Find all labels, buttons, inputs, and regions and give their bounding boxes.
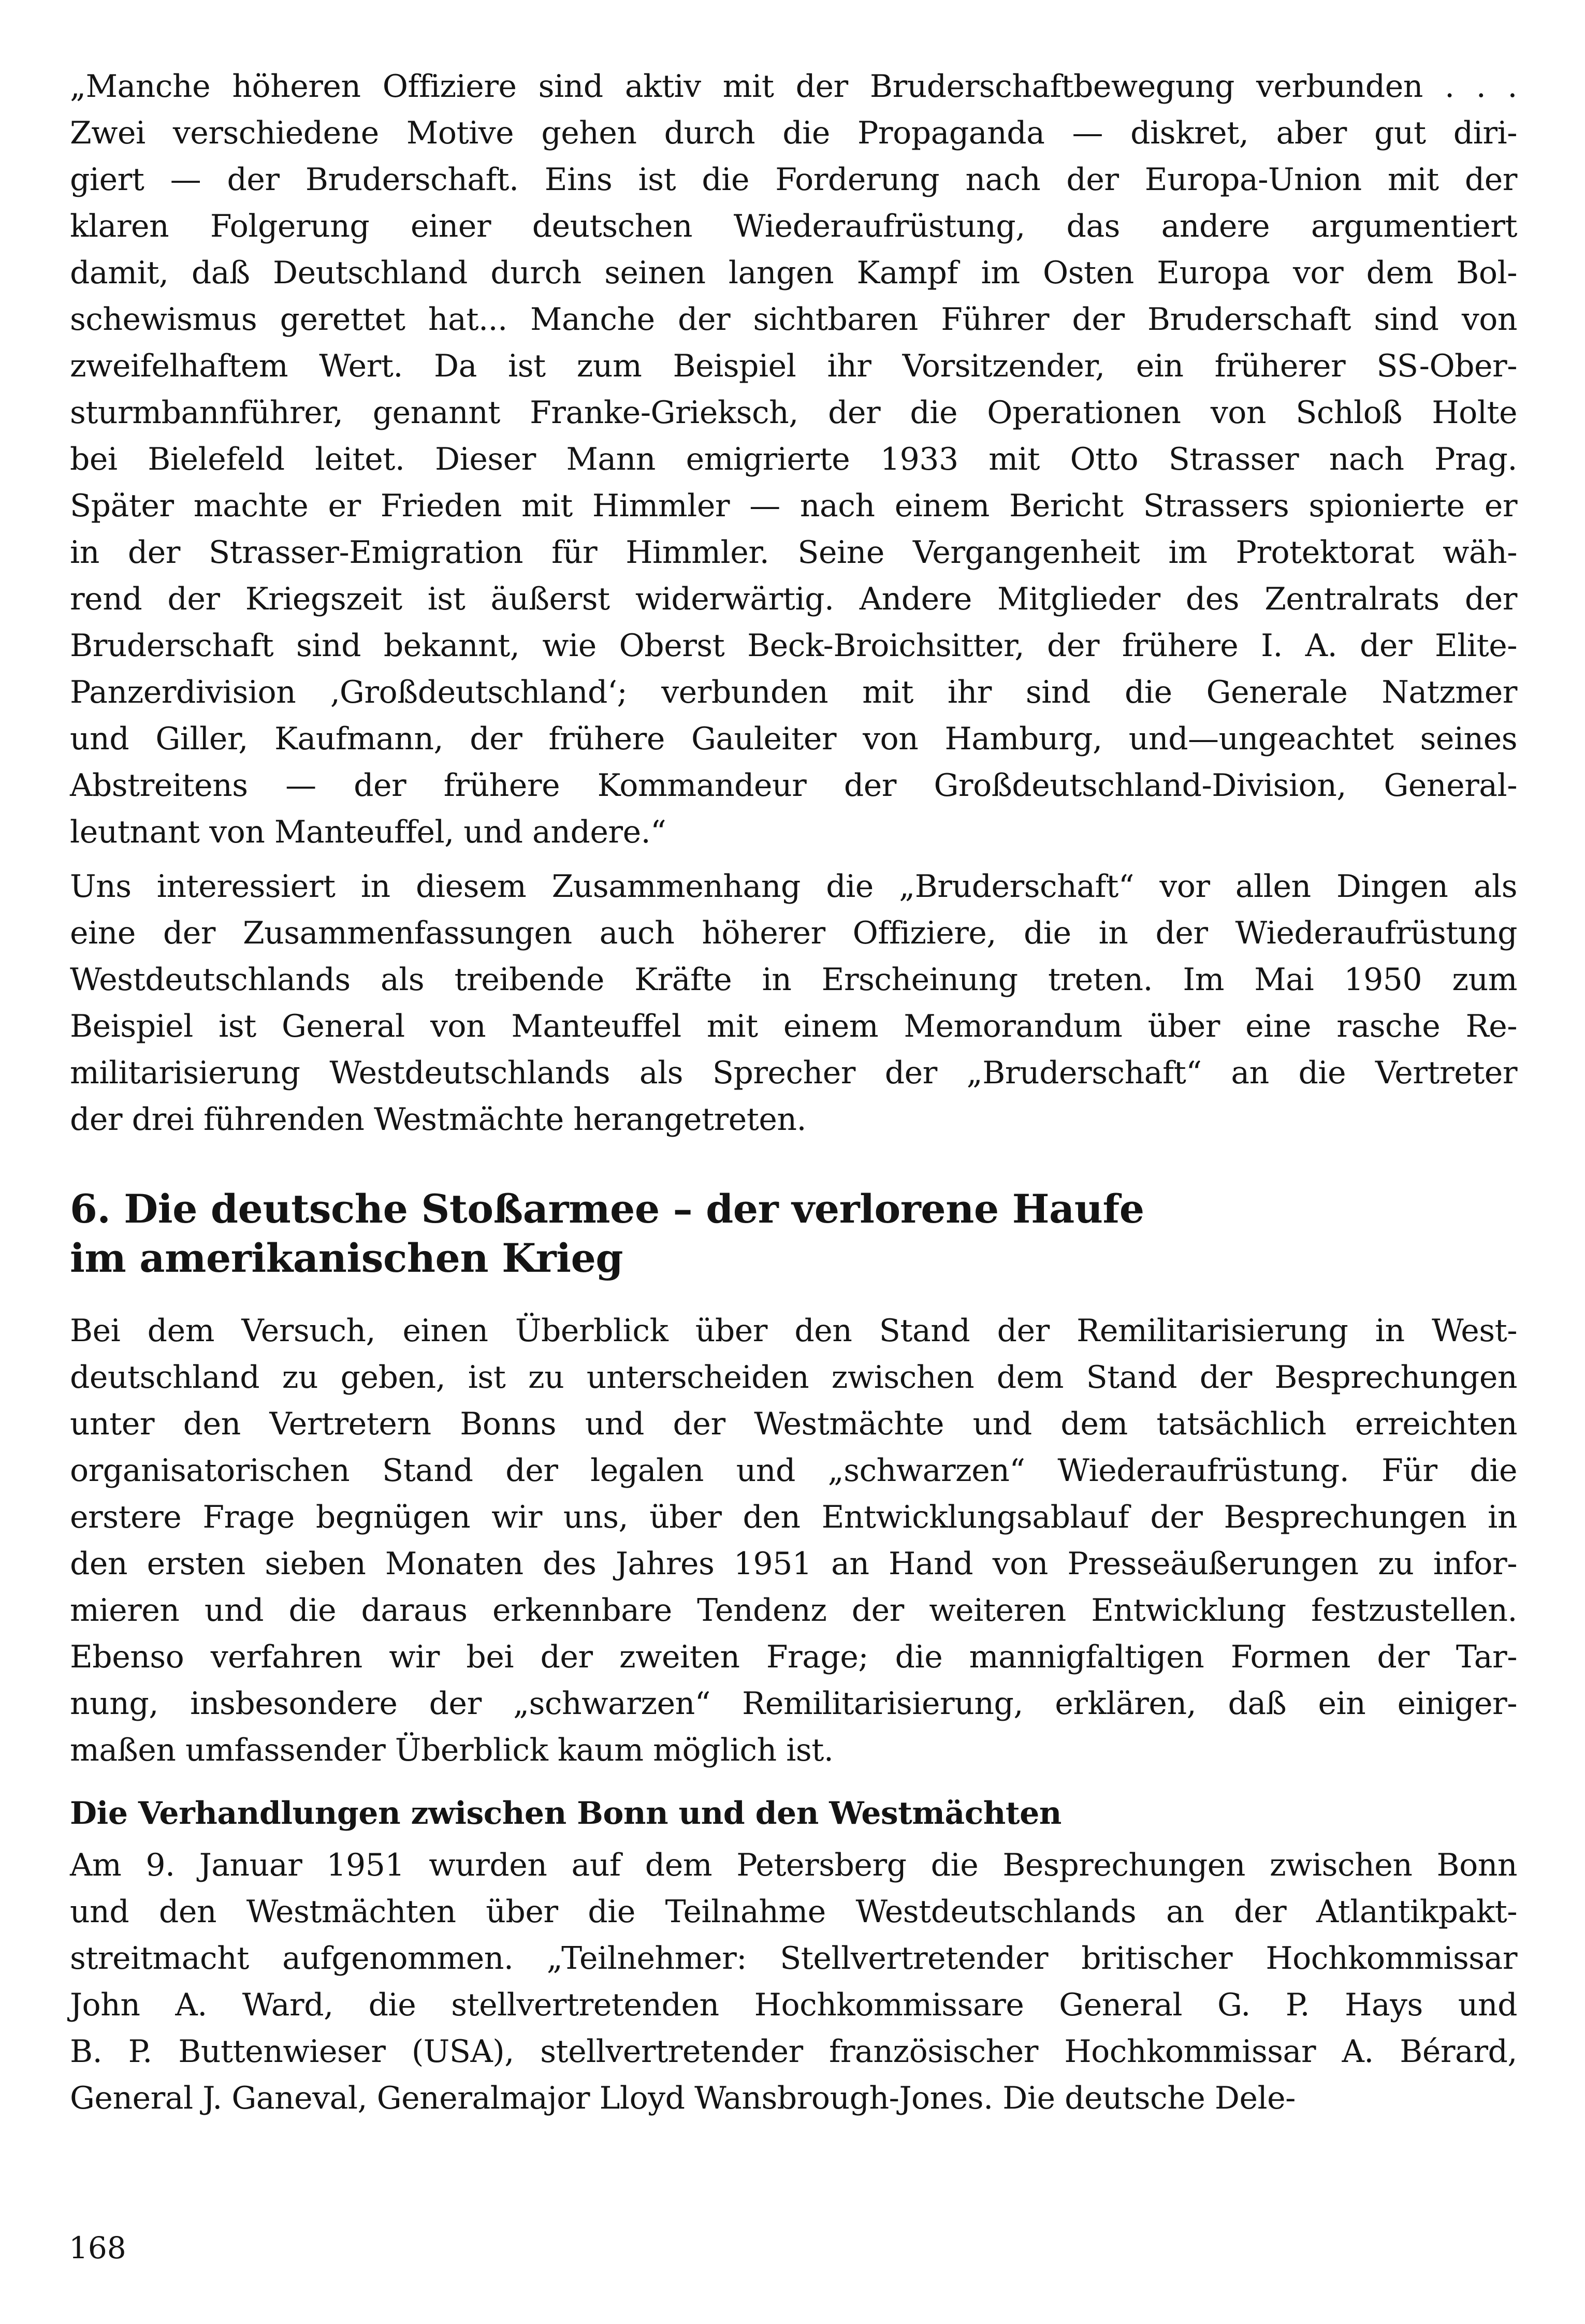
- text-line: organisatorischen Stand der legalen und „schwarzen“ Wiederaufrüstung. Für die: [70, 1452, 1517, 1489]
- text-line: streitmacht aufgenommen. „Teilnehmer: Stellvertretender britischer Hochkommissar: [70, 1940, 1517, 1977]
- text-line: General J. Ganeval, Generalmajor Lloyd Wansbrough-Jones. Die deutsche Dele-: [70, 2080, 1296, 2116]
- text-line: Zwei verschiedene Motive gehen durch die Propaganda — diskret, aber gut diri-: [70, 115, 1517, 151]
- text-line: Panzerdivision ‚Großdeutschland‘; verbunden mit ihr sind die Generale Natzmer: [70, 674, 1517, 710]
- negotiations-paragraph: [70, 1842, 1517, 2122]
- text-line: klaren Folgerung einer deutschen Wiederaufrüstung, das andere argumentiert: [70, 208, 1517, 244]
- text-line: „Manche höheren Offiziere sind aktiv mit der Bruderschaftbewegung verbunden . . .: [70, 68, 1517, 105]
- text-line: Am 9. Januar 1951 wurden auf dem Petersberg die Besprechungen zwischen Bonn: [70, 1847, 1517, 1883]
- text-line: Bei dem Versuch, einen Überblick über den Stand der Remilitarisierung in West-: [70, 1313, 1517, 1349]
- text-line: den ersten sieben Monaten des Jahres 1951 an Hand von Presseäußerungen zu infor-: [70, 1546, 1517, 1582]
- text-line: militarisierung Westdeutschlands als Sprecher der „Bruderschaft“ an die Vertreter: [70, 1055, 1517, 1091]
- text-line: leutnant von Manteuffel, und andere.“: [70, 814, 666, 850]
- text-line: nung, insbesondere der „schwarzen“ Remilitarisierung, erklären, daß ein einiger-: [70, 1686, 1517, 1722]
- text-line: Abstreitens — der frühere Kommandeur der Großdeutschland-Division, General-: [70, 767, 1517, 804]
- text-line: zweifelhaftem Wert. Da ist zum Beispiel ihr Vorsitzender, ein früherer SS-Ober-: [70, 348, 1517, 384]
- text-line: Ebenso verfahren wir bei der zweiten Frage; die mannigfaltigen Formen der Tar-: [70, 1639, 1517, 1675]
- text-line: John A. Ward, die stellvertretenden Hochkommissare General G. P. Hays und: [70, 1987, 1517, 2023]
- text-line: mieren und die daraus erkennbare Tendenz der weiteren Entwicklung festzustellen.: [70, 1592, 1517, 1629]
- text-line: Bruderschaft sind bekannt, wie Oberst Beck-Broichsitter, der frühere I. A. der Elite-: [70, 628, 1517, 664]
- text-line: im amerikanischen Krieg: [70, 1235, 623, 1281]
- text-line: Uns interessiert in diesem Zusammenhang die „Bruderschaft“ vor allen Dingen als: [70, 868, 1517, 905]
- section-heading: [70, 1184, 1517, 1283]
- text-line: 6. Die deutsche Stoßarmee – der verlorene Haufe: [70, 1186, 1144, 1232]
- text-line: damit, daß Deutschland durch seinen langen Kampf im Osten Europa vor dem Bol-: [70, 255, 1517, 291]
- text-line: in der Strasser-Emigration für Himmler. Seine Vergangenheit im Protektorat wäh-: [70, 534, 1517, 571]
- text-line: und Giller, Kaufmann, der frühere Gauleiter von Hamburg, und—ungeachtet seines: [70, 721, 1517, 757]
- text-line: und den Westmächten über die Teilnahme Westdeutschlands an der Atlantikpakt-: [70, 1894, 1517, 1930]
- quote-paragraph: [70, 63, 1517, 855]
- text-line: bei Bielefeld leitet. Dieser Mann emigrierte 1933 mit Otto Strasser nach Prag.: [70, 441, 1517, 477]
- page-number: 168: [69, 2230, 126, 2265]
- text-line: giert — der Bruderschaft. Eins ist die Forderung nach der Europa-Union mit der: [70, 162, 1517, 198]
- text-line: sturmbannführer, genannt Franke-Grieksch, der die Operationen von Schloß Holte: [70, 395, 1517, 431]
- text-line: eine der Zusammenfassungen auch höherer Offiziere, die in der Wiederaufrüstung: [70, 915, 1517, 951]
- text-line: deutschland zu geben, ist zu unterscheiden zwischen dem Stand der Besprechungen: [70, 1359, 1517, 1396]
- text-line: maßen umfassender Überblick kaum möglich ist.: [70, 1732, 834, 1768]
- text-line: erstere Frage begnügen wir uns, über den Entwicklungsablauf der Besprechungen in: [70, 1499, 1517, 1535]
- text-line: rend der Kriegszeit ist äußerst widerwärtig. Andere Mitglieder des Zentralrats der: [70, 581, 1517, 617]
- text-line: B. P. Buttenwieser (USA), stellvertretender französischer Hochkommissar A. Bérard,: [70, 2034, 1517, 2070]
- text-line: Später machte er Frieden mit Himmler — nach einem Bericht Strassers spionierte er: [70, 488, 1517, 524]
- text-column: [70, 63, 1517, 2122]
- text-line: Beispiel ist General von Manteuffel mit einem Memorandum über eine rasche Re-: [70, 1008, 1517, 1044]
- text-line: Westdeutschlands als treibende Kräfte in Erscheinung treten. Im Mai 1950 zum: [70, 962, 1517, 998]
- subsection-heading: Die Verhandlungen zwischen Bonn und den Westmächten: [70, 1795, 1061, 1832]
- intro-paragraph: [70, 1308, 1517, 1774]
- text-line: der drei führenden Westmächte herangetreten.: [70, 1101, 807, 1138]
- text-line: schewismus gerettet hat... Manche der sichtbaren Führer der Bruderschaft sind von: [70, 301, 1517, 338]
- commentary-paragraph: [70, 863, 1517, 1143]
- text-line: unter den Vertretern Bonns und der Westmächte und dem tatsächlich erreichten: [70, 1406, 1517, 1442]
